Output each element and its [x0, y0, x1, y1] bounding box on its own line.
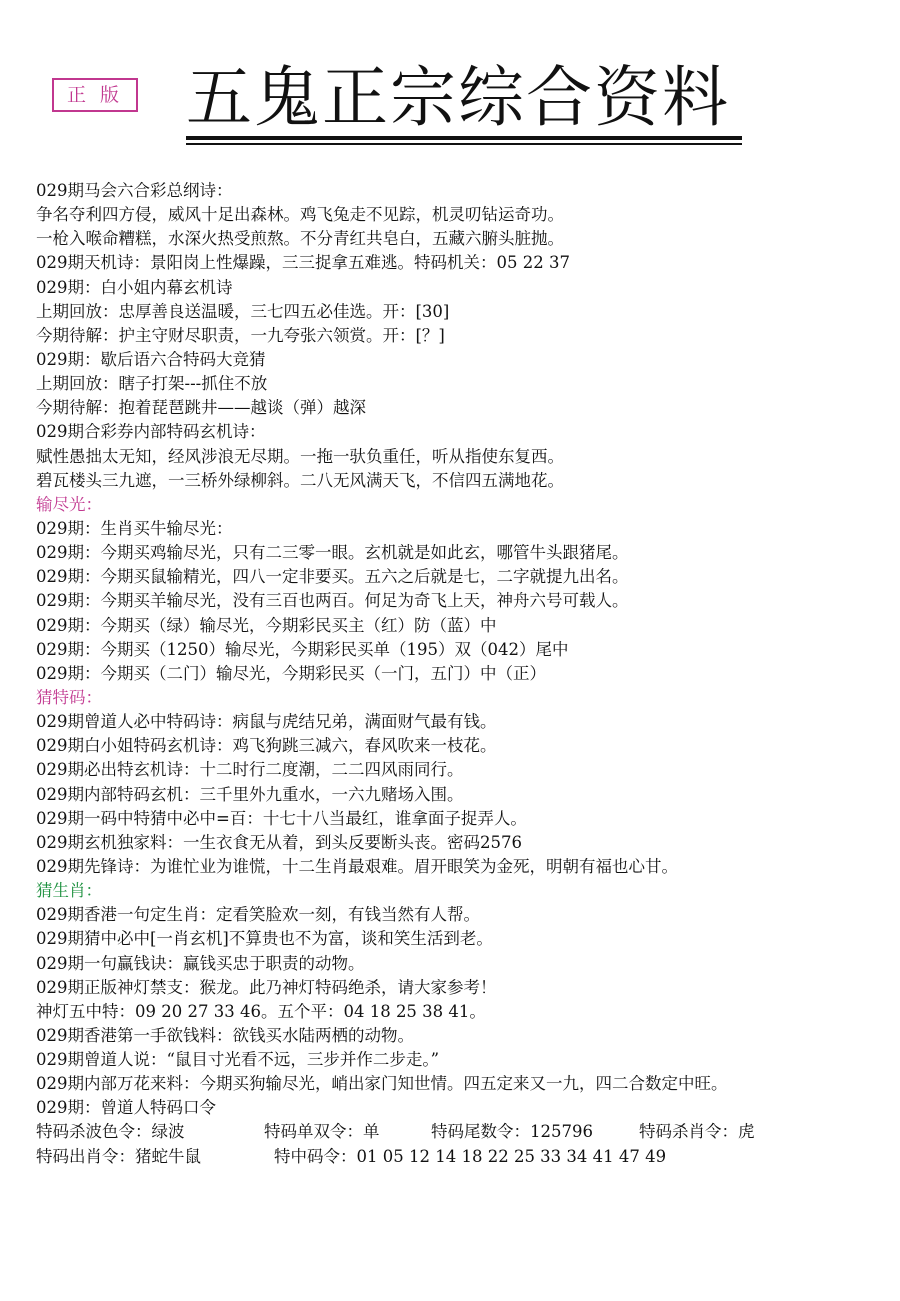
- text-line: 029期香港第一手欲钱料：欲钱买水陆两栖的动物。: [36, 1025, 414, 1045]
- kill-zodiac-order: 特码杀肖令：虎: [639, 1122, 755, 1142]
- footer-row-1: [36, 1120, 886, 1144]
- text-line: 029期一句赢钱诀：赢钱买忠于职责的动物。: [36, 953, 365, 973]
- text-line: 碧瓦楼头三九遮，一三桥外绿柳斜。二八无风满天飞，不信四五满地花。: [36, 470, 564, 490]
- text-line: 029期玄机独家料：一生衣食无从着，到头反要断头丧。密码2576: [36, 832, 522, 852]
- text-line: 赋性愚拙太无知，经风涉浪无尽期。一拖一驮负重任，听从指使东复西。: [36, 446, 564, 466]
- text-line: 今期待解：护主守财尽职责，一九夸张六领赏。开：[？]: [36, 325, 445, 345]
- zodiac-out-order: 特码出肖令：猪蛇牛鼠: [36, 1146, 201, 1166]
- special-number-order: 特中码令：01 05 12 14 18 22 25 33 34 41 47 49: [274, 1146, 667, 1166]
- text-line: 今期待解：抱着琵琶跳井——越谈（弹）越深: [36, 398, 366, 418]
- text-line: 029期：今期买鼠输精光，四八一定非要买。五六之后就是七，二字就提九出名。: [36, 567, 629, 587]
- text-line: 029期：曾道人特码口令: [36, 1098, 216, 1118]
- text-line: 029期必出特玄机诗：十二时行二度潮，二二四风雨同行。: [36, 760, 464, 780]
- text-line: 029期香港一句定生肖：定看笑脸欢一刻，有钱当然有人帮。: [36, 905, 480, 925]
- text-line: 神灯五中特：09 20 27 33 46。五个平：04 18 25 38 41。: [36, 1001, 486, 1021]
- text-line: 029期：今期买（二门）输尽光，今期彩民买（一门，五门）中（正）: [36, 663, 546, 683]
- text-line: 029期猜中必中[一肖玄机]不算贵也不为富，谈和笑生活到老。: [36, 929, 493, 949]
- text-line: 029期先锋诗：为谁忙业为谁慌，十二生肖最艰难。眉开眼笑为金死，明朝有福也心甘。: [36, 856, 678, 876]
- text-line: 029期：生肖买牛输尽光：: [36, 518, 233, 538]
- text-line: 029期曾道人说：“鼠目寸光看不远，三步并作二步走。”: [36, 1050, 440, 1070]
- text-line: 029期正版神灯禁支：猴龙。此乃神灯特码绝杀，请大家参考！: [36, 977, 497, 997]
- text-line: 争名夺利四方侵，威风十足出森林。鸡飞兔走不见踪，机灵叨钻运奇功。: [36, 205, 564, 225]
- text-line: 上期回放：瞎子打架---抓住不放: [36, 374, 268, 394]
- text-line: 029期合彩券内部特码玄机诗：: [36, 422, 266, 442]
- text-line: 029期：今期买（1250）输尽光，今期彩民买单（195）双（042）尾中: [36, 639, 569, 659]
- text-line: 上期回放：忠厚善良送温暖，三七四五必佳选。开：[30]: [36, 301, 450, 321]
- text-line: 029期：今期买（绿）输尽光，今期彩民买主（红）防（蓝）中: [36, 615, 497, 635]
- official-badge: 正 版: [52, 78, 138, 112]
- content-body: [36, 179, 886, 1169]
- text-line: 029期：今期买鸡输尽光，只有二三零一眼。玄机就是如此玄，哪管牛头跟猪尾。: [36, 543, 629, 563]
- title-underline-thin: [186, 143, 742, 145]
- text-line: 一枪入喉命糟糕，水深火热受煎熬。不分青红共皂白，五藏六腑头脏抛。: [36, 229, 564, 249]
- section-heading-guess-number: 猜特码：: [36, 687, 102, 707]
- section-heading-lose-all: 输尽光：: [36, 494, 102, 514]
- page-title: 五鬼正宗综合资料: [186, 59, 730, 136]
- text-line: 029期内部特码玄机：三千里外九重水，一六九赌场入围。: [36, 784, 464, 804]
- text-line: 029期白小姐特码玄机诗：鸡飞狗跳三减六，春风吹来一枝花。: [36, 736, 497, 756]
- kill-color-order: 特码杀波色令：绿波: [36, 1122, 185, 1142]
- text-line: 029期马会六合彩总纲诗：: [36, 181, 233, 200]
- footer-row-2: [36, 1145, 886, 1169]
- text-line: 029期：歇后语六合特码大竞猜: [36, 349, 266, 369]
- text-line: 029期天机诗：景阳岗上性爆躁，三三捉拿五难逃。特码机关：05 22 37: [36, 253, 570, 273]
- title-underline: [186, 136, 742, 140]
- tail-number-order: 特码尾数令：125796: [431, 1122, 593, 1142]
- text-line: 029期：白小姐内幕玄机诗: [36, 277, 233, 297]
- text-line: 029期一码中特猜中必中=百：十七十八当最红，谁拿面子捉弄人。: [36, 808, 527, 828]
- text-line: 029期内部万花来料：今期买狗输尽光，峭出家门知世情。四五定来又一九，四二合数定中旺。: [36, 1074, 728, 1094]
- section-heading-guess-zodiac: 猜生肖：: [36, 881, 102, 901]
- text-line: 029期曾道人必中特码诗：病鼠与虎结兄弟，满面财气最有钱。: [36, 712, 497, 732]
- text-line: 029期：今期买羊输尽光，没有三百也两百。何足为奇飞上天，神舟六号可载人。: [36, 591, 629, 611]
- odd-even-order: 特码单双令：单: [264, 1122, 380, 1142]
